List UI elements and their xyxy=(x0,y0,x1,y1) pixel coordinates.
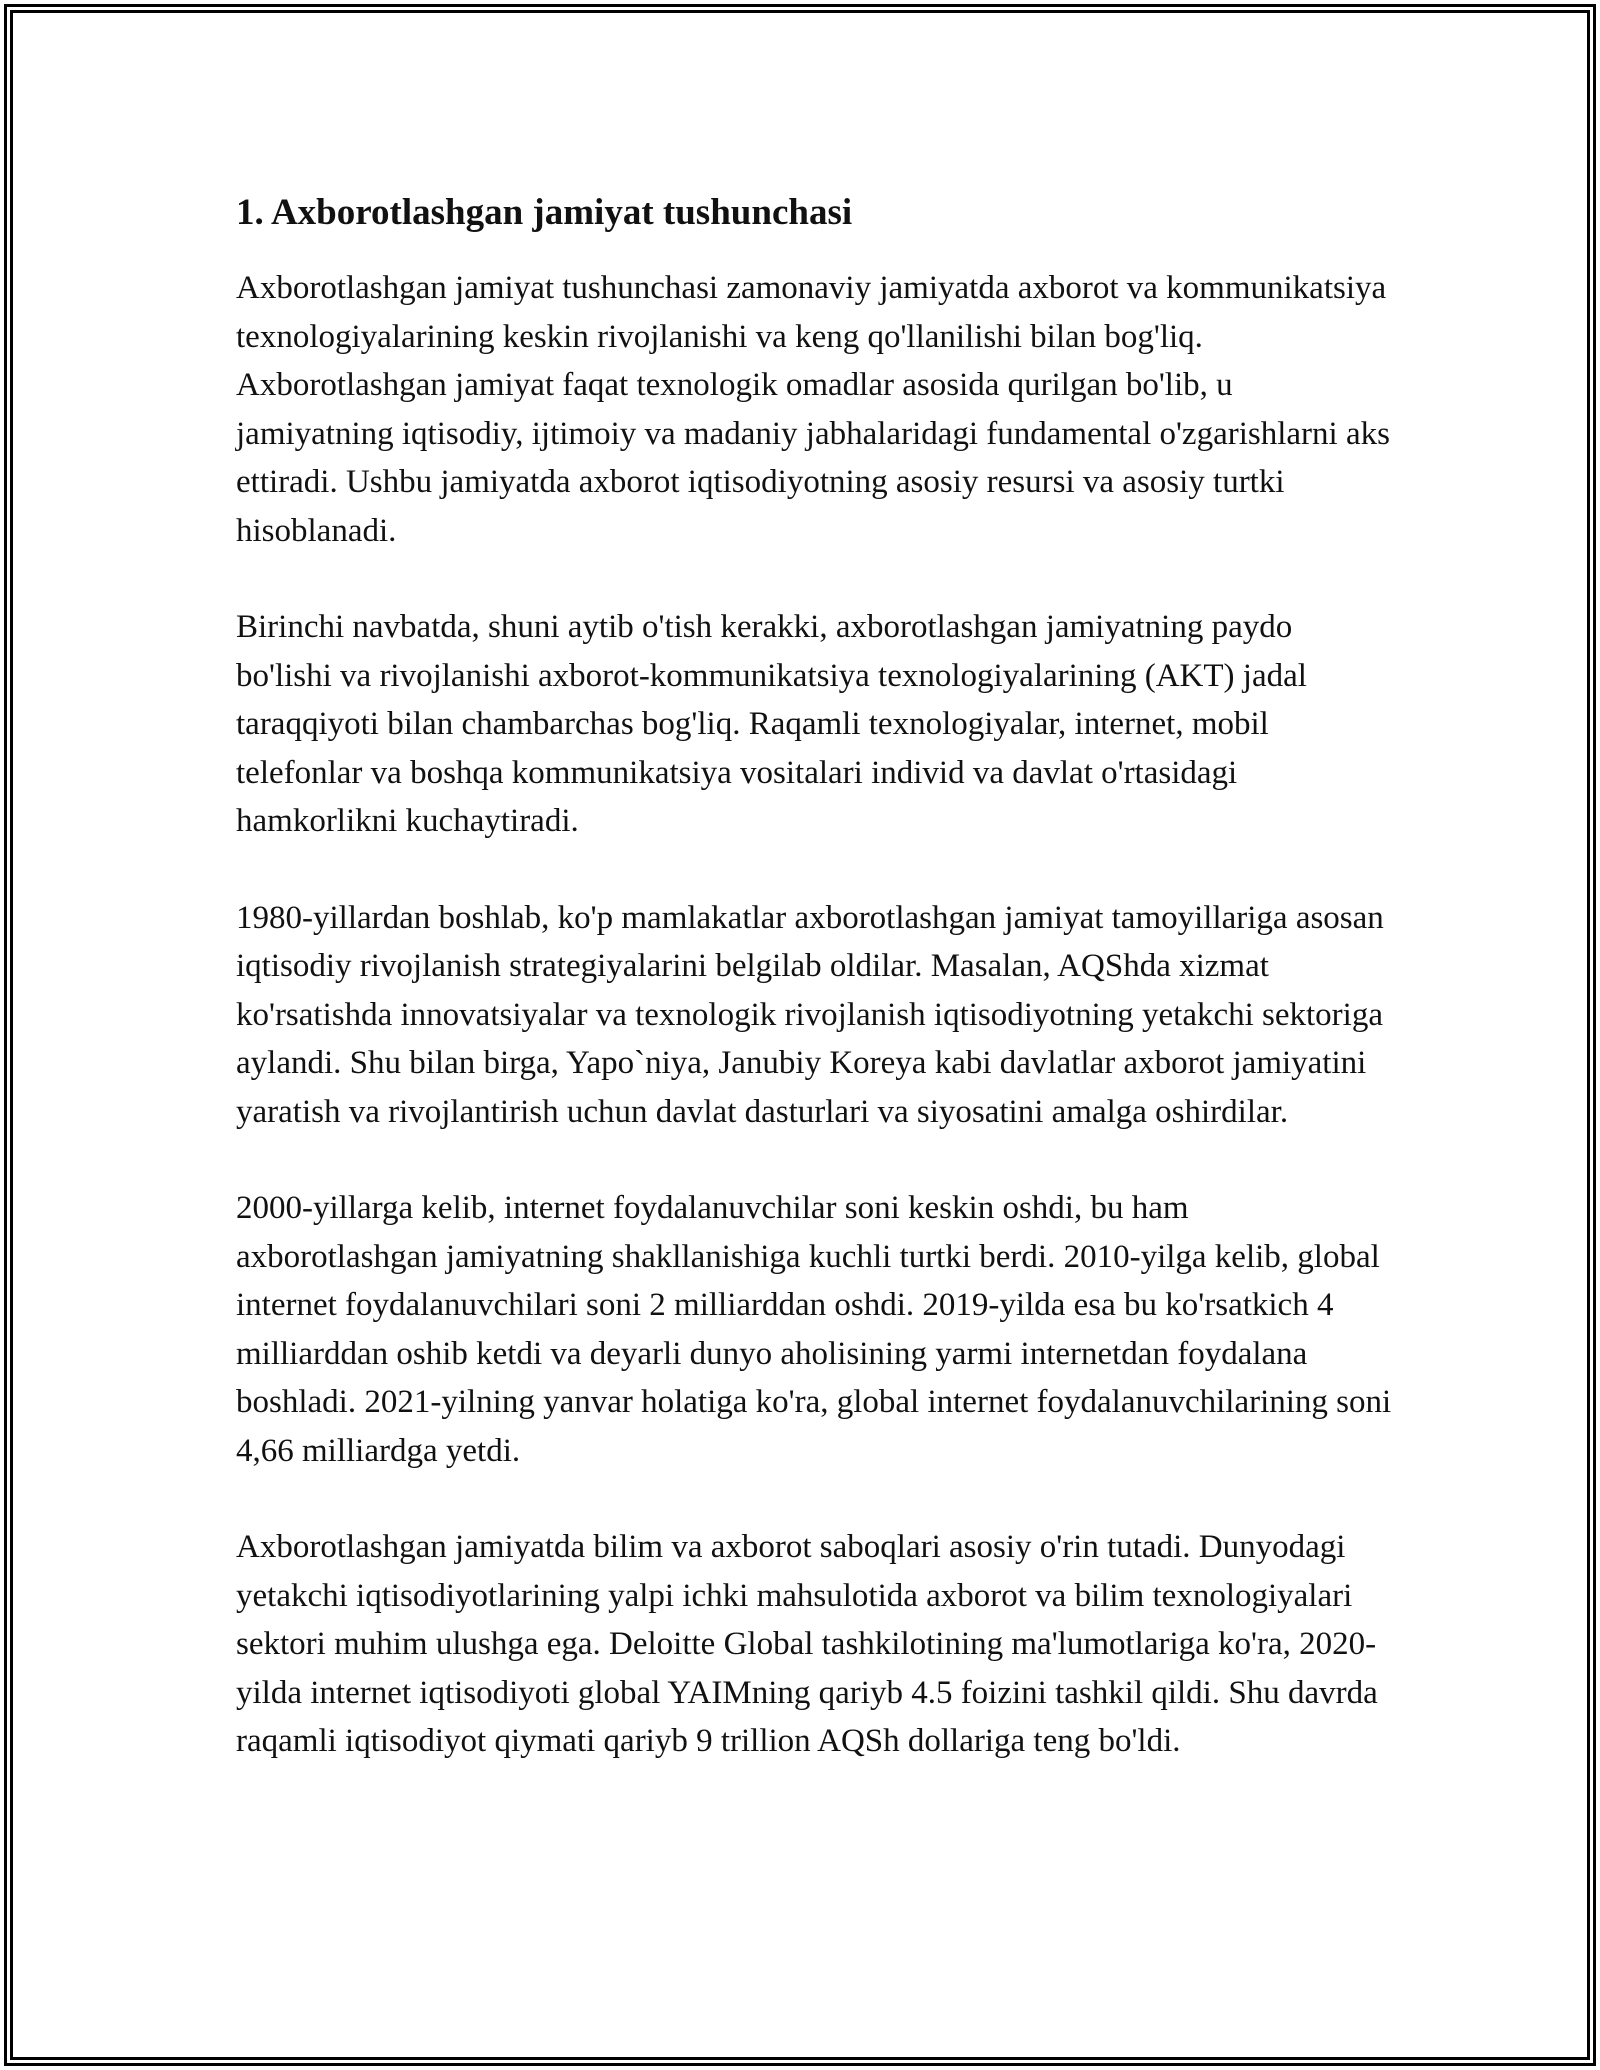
document-body xyxy=(236,190,1396,1814)
paragraph-1: Axborotlashgan jamiyat tushunchasi zamonaviy jamiyatda axborot va kommunikatsiya texnologiyalarining keskin rivojlanishi va keng qo'llanilishi bilan bog'liq. Axborotlashgan jamiyat faqat texnologik omadlar asosida qurilgan bo'lib, u jamiyatning iqtisodiy, ijtimoiy va madaniy jabhalaridagi fundamental o'zgarishlarni aks ettiradi. Ushbu jamiyatda axborot iqtisodiyotning asosiy resursi va asosiy turtki hisoblanadi. xyxy=(236,270,1390,549)
section-heading: 1. Axborotlashgan jamiyat tushunchasi xyxy=(236,192,853,233)
paragraph-2: Birinchi navbatda, shuni aytib o'tish kerakki, axborotlashgan jamiyatning paydo bo'lishi va rivojlanishi axborot-kommunikatsiya texnologiyalarining (AKT) jadal taraqqiyoti bilan chambarchas bog'liq. Raqamli texnologiyalar, internet, mobil telefonlar va boshqa kommunikatsiya vositalari individ va davlat o'rtasidagi hamkorlikni kuchaytiradi. xyxy=(236,609,1307,839)
paragraph-4: 2000-yillarga kelib, internet foydalanuvchilar soni keskin oshdi, bu ham axborotlashgan jamiyatning shakllanishiga kuchli turtki berdi. 2010-yilga kelib, global internet foydalanuvchilari soni 2 milliarddan oshdi. 2019-yilda esa bu ko'rsatkich 4 milliarddan oshib ketdi va deyarli dunyo aholisining yarmi internetdan foydalana boshladi. 2021-yilning yanvar holatiga ko'ra, global internet foydalanuvchilarining soni 4,66 milliardga yetdi. xyxy=(236,1190,1392,1469)
paragraph-3: 1980-yillardan boshlab, ko'p mamlakatlar axborotlashgan jamiyat tamoyillariga asosan iqtisodiy rivojlanish strategiyalarini belgilab oldilar. Masalan, AQShda xizmat ko'rsatishda innovatsiyalar va texnologik rivojlanish iqtisodiyotning yetakchi sektoriga aylandi. Shu bilan birga, Yapo`niya, Janubiy Koreya kabi davlatlar axborot jamiyatini yaratish va rivojlantirish uchun davlat dasturlari va siyosatini amalga oshirdilar. xyxy=(236,899,1384,1130)
paragraph-5: Axborotlashgan jamiyatda bilim va axborot saboqlari asosiy o'rin tutadi. Dunyodagi yetakchi iqtisodiyotlarining yalpi ichki mahsulotida axborot va bilim texnologiyalari sektori muhim ulushga ega. Deloitte Global tashkilotining ma'lumotlariga ko'ra, 2020-yilda internet iqtisodiyoti global YAIMning qariyb 4.5 foizini tashkil qildi. Shu davrda raqamli iqtisodiyot qiymati qariyb 9 trillion AQSh dollariga teng bo'ldi. xyxy=(236,1529,1378,1759)
